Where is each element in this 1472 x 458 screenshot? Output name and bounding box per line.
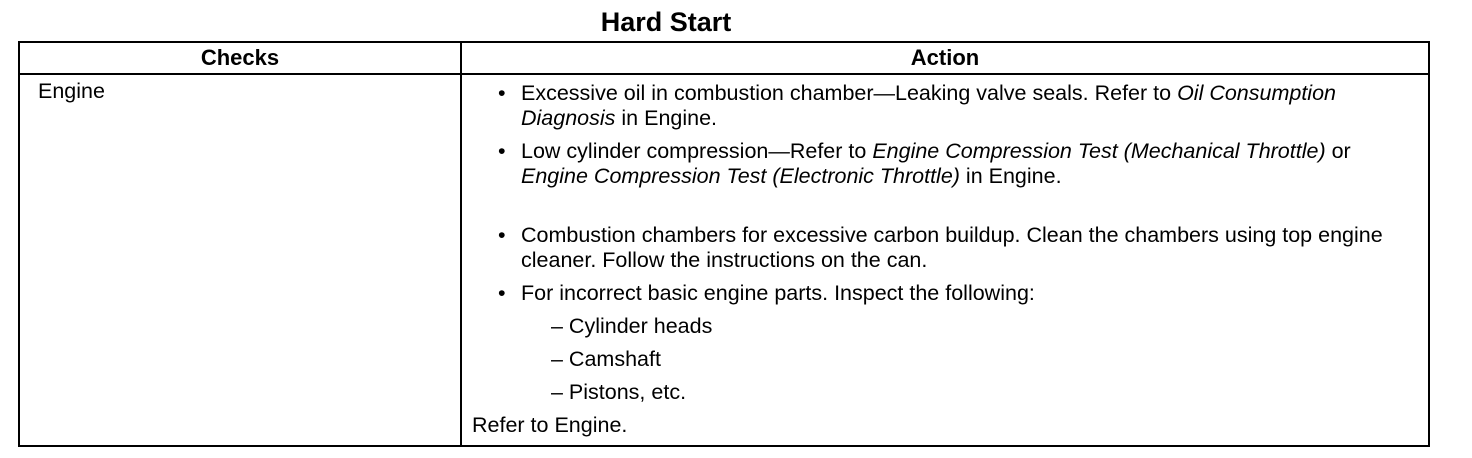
bullet-reference-italic: Engine Compression Test (Mechanical Throttle) [872,139,1326,163]
action-bullet [472,139,1420,189]
action-cell [461,74,1429,446]
inspect-sub-item: – Cylinder heads [551,314,713,338]
bullet-dot-icon: • [498,223,506,247]
diagnostic-table [18,41,1430,447]
inspect-sub-item: – Camshaft [551,347,661,371]
bullet-reference-italic: Engine Compression Test (Electronic Throttle) [521,164,960,188]
action-bullet [472,81,1420,131]
bullet-text: or [1325,139,1351,163]
check-cell: Engine [19,74,461,446]
bullet-text: in Engine. [959,164,1062,188]
action-bullet-list [472,81,1420,306]
table-header-row [19,42,1429,74]
action-bullet [472,223,1420,273]
checks-header: Checks [19,42,461,74]
bullet-text: Excessive oil in combustion chamber—Leaking valve seals. Refer to [521,81,1178,105]
bullet-text: For incorrect basic engine parts. Inspect the following: [521,281,1035,305]
bullet-text: Low cylinder compression—Refer to [521,139,873,163]
action-header: Action [461,42,1429,74]
bullet-dot-icon: • [498,139,506,163]
table-row [19,74,1429,446]
bullet-text: in Engine. [615,106,718,130]
page-title: Hard Start [600,7,732,37]
action-bullet [472,281,1420,306]
refer-note: Refer to Engine. [472,413,628,437]
bullet-text: Combustion chambers for excessive carbon buildup. Clean the chambers using top engine cleaner. Follow the instructions on the can. [521,223,1383,272]
bullet-dot-icon: • [498,281,506,305]
bullet-dot-icon: • [498,81,506,105]
inspect-sub-item: – Pistons, etc. [551,380,687,404]
bullet-reference-italic: Oil Consumption Diagnosis [521,81,1336,130]
